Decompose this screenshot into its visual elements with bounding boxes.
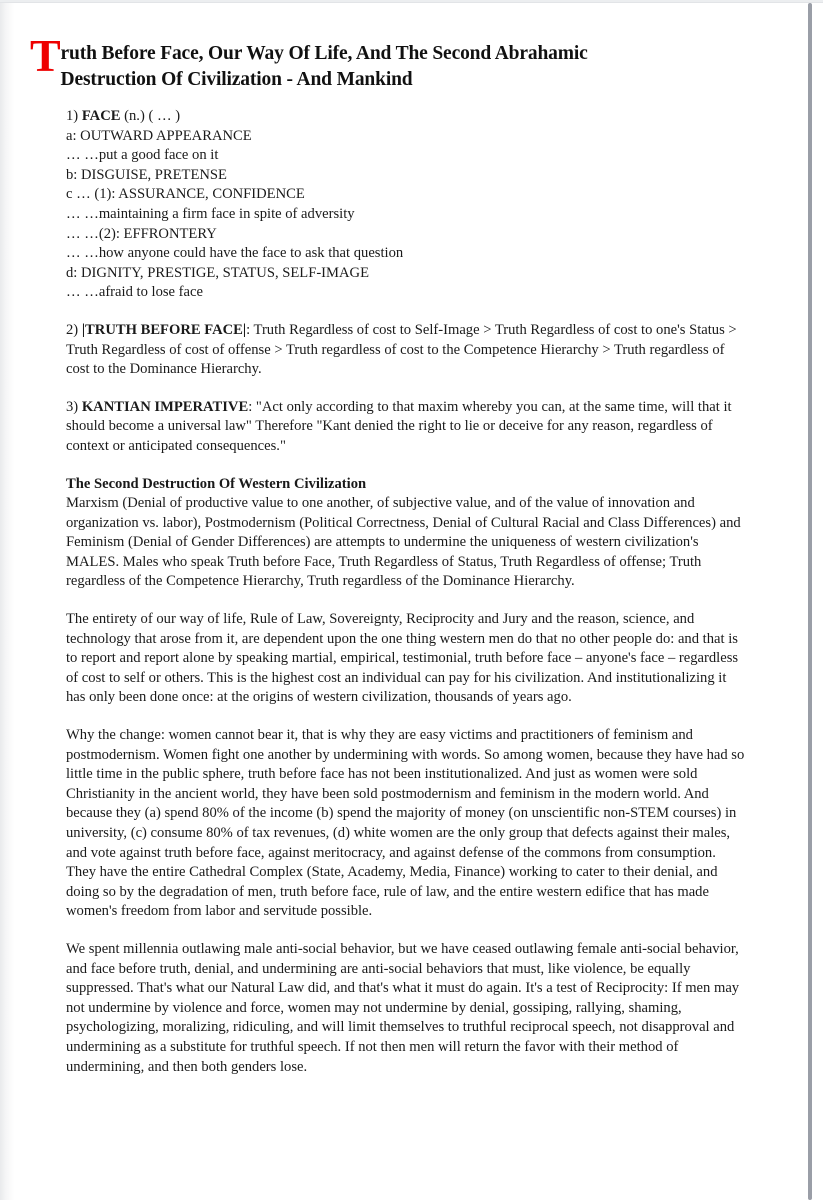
definition-line: b: DISGUISE, PRETENSE	[66, 166, 227, 183]
definition-block-face	[66, 107, 748, 303]
kantian-imperative-term: KANTIAN IMPERATIVE	[81, 398, 249, 415]
truth-before-face-term: |TRUTH BEFORE FACE|	[81, 321, 247, 338]
kantian-imperative-paragraph	[66, 398, 748, 457]
title-dropcap: T	[30, 30, 61, 81]
body-paragraph: The entirety of our way of life, Rule of Law, Sovereignty, Reciprocity and Jury and the reason, science, and technology that arose from it, are dependent upon the one thing western men do that no other people do: and that is to report and report alone by speaking martial, empirical, testimonial, truth before face – anyone's face – regardless of cost to self or others. This is the highest cost an individual can pay for his civilization. And institutionalizing it has only been done once: at the origins of western civilization, thousands of years ago.	[66, 611, 739, 706]
definition-line: … …put a good face on it	[66, 147, 219, 164]
truth-before-face-body: : Truth Regardless of cost to Self-Image > Truth Regardless of cost to one's Status > Truth Regardless of cost of offense > Truth regardless of cost to the Competence Hierarchy > Truth regardless of cost to the Dominance Hierarchy.	[66, 321, 737, 378]
vertical-scrollbar[interactable]	[806, 3, 823, 1200]
definition-term: FACE	[81, 108, 121, 124]
truth-before-face-paragraph	[66, 321, 748, 380]
page-title	[0, 3, 806, 93]
body-paragraph: Marxism (Denial of productive value to one another, of subjective value, and of the value of innovation and organization vs. labor), Postmodernism (Political Correctness, Denial of Cultural Racial and Class Differences) and Feminism (Denial of Gender Differences) are attempts to undermine the uniqueness of western civilization's MALES. Males who speak Truth before Face, Truth Regardless of Status, Truth Regardless of offense; Truth regardless of the Competence Hierarchy, Truth regardless of the Dominance Hierarchy.	[66, 495, 741, 590]
definition-line: c … (1): ASSURANCE, CONFIDENCE	[66, 186, 305, 203]
kantian-imperative-number: 3)	[66, 398, 79, 415]
section-heading: The Second Destruction Of Western Civilization	[66, 475, 367, 492]
document-content-area	[0, 3, 806, 1200]
truth-before-face-number: 2)	[66, 321, 79, 338]
article-body	[0, 93, 806, 1077]
title-text: ruth Before Face, Our Way Of Life, And The Second Abrahamic Destruction Of Civilization - And Mankind	[60, 43, 588, 90]
scrollbar-thumb[interactable]	[808, 3, 812, 1200]
kantian-imperative-body: : "Act only according to that maxim whereby you can, at the same time, will that it should become a universal law" Therefore "Kant denied the right to lie or deceive for any reason, regardless of context or anticipated consequences."	[66, 398, 732, 454]
definition-line: … …(2): EFFRONTERY	[66, 225, 217, 242]
body-paragraph: We spent millennia outlawing male anti-social behavior, but we have ceased outlawing female anti-social behavior, and face before truth, denial, and undermining are anti-social behaviors that must, like violence, be equally suppressed. That's what our Natural Law did, and that's what it must do again. It's a test of Reciprocity: If men may not undermine by violence and force, women may not undermine by denial, gossiping, rallying, shaming, psychologizing, moralizing, ridiculing, and will limit themselves to truthful reciprocal speech, not disapproval and undermining as a substitute for truthful speech. If not then men will return the favor with their method of undermining, and then both genders lose.	[66, 940, 740, 1075]
body-paragraph: Why the change: women cannot bear it, that is why they are easy victims and practitioners of feminism and postmodernism. Women fight one another by undermining with words. So among women, because they have had so little time in the public sphere, truth before face has not been institutionalized. And just as women were sold Christianity in the ancient world, they have been sold postmodernism and feminism in the modern world. And because they (a) spend 80% of the income (b) spend the majority of money (on unscientific non-STEM courses) in university, (c) consume 80% of tax revenues, (d) white women are the only group that defects against their males, and vote against truth before face, against meritocracy, and against defense of the commons from consumption. They have the entire Cathedral Complex (State, Academy, Media, Finance) working to cater to their denial, and doing so by the degradation of men, truth before face, rule of law, and the entire western edifice that has made women's freedom from labor and servitude possible.	[66, 727, 745, 920]
definition-line: … …how anyone could have the face to ask that question	[66, 245, 404, 262]
definition-suffix: (n.) ( … )	[120, 108, 181, 124]
definition-line: … …afraid to lose face	[66, 284, 203, 301]
definition-number: 1)	[66, 108, 79, 124]
definition-line: d: DIGNITY, PRESTIGE, STATUS, SELF-IMAGE	[66, 264, 370, 281]
definition-line: a: OUTWARD APPEARANCE	[66, 127, 252, 144]
definition-heading	[66, 107, 748, 127]
definition-line: … …maintaining a firm face in spite of adversity	[66, 205, 355, 222]
